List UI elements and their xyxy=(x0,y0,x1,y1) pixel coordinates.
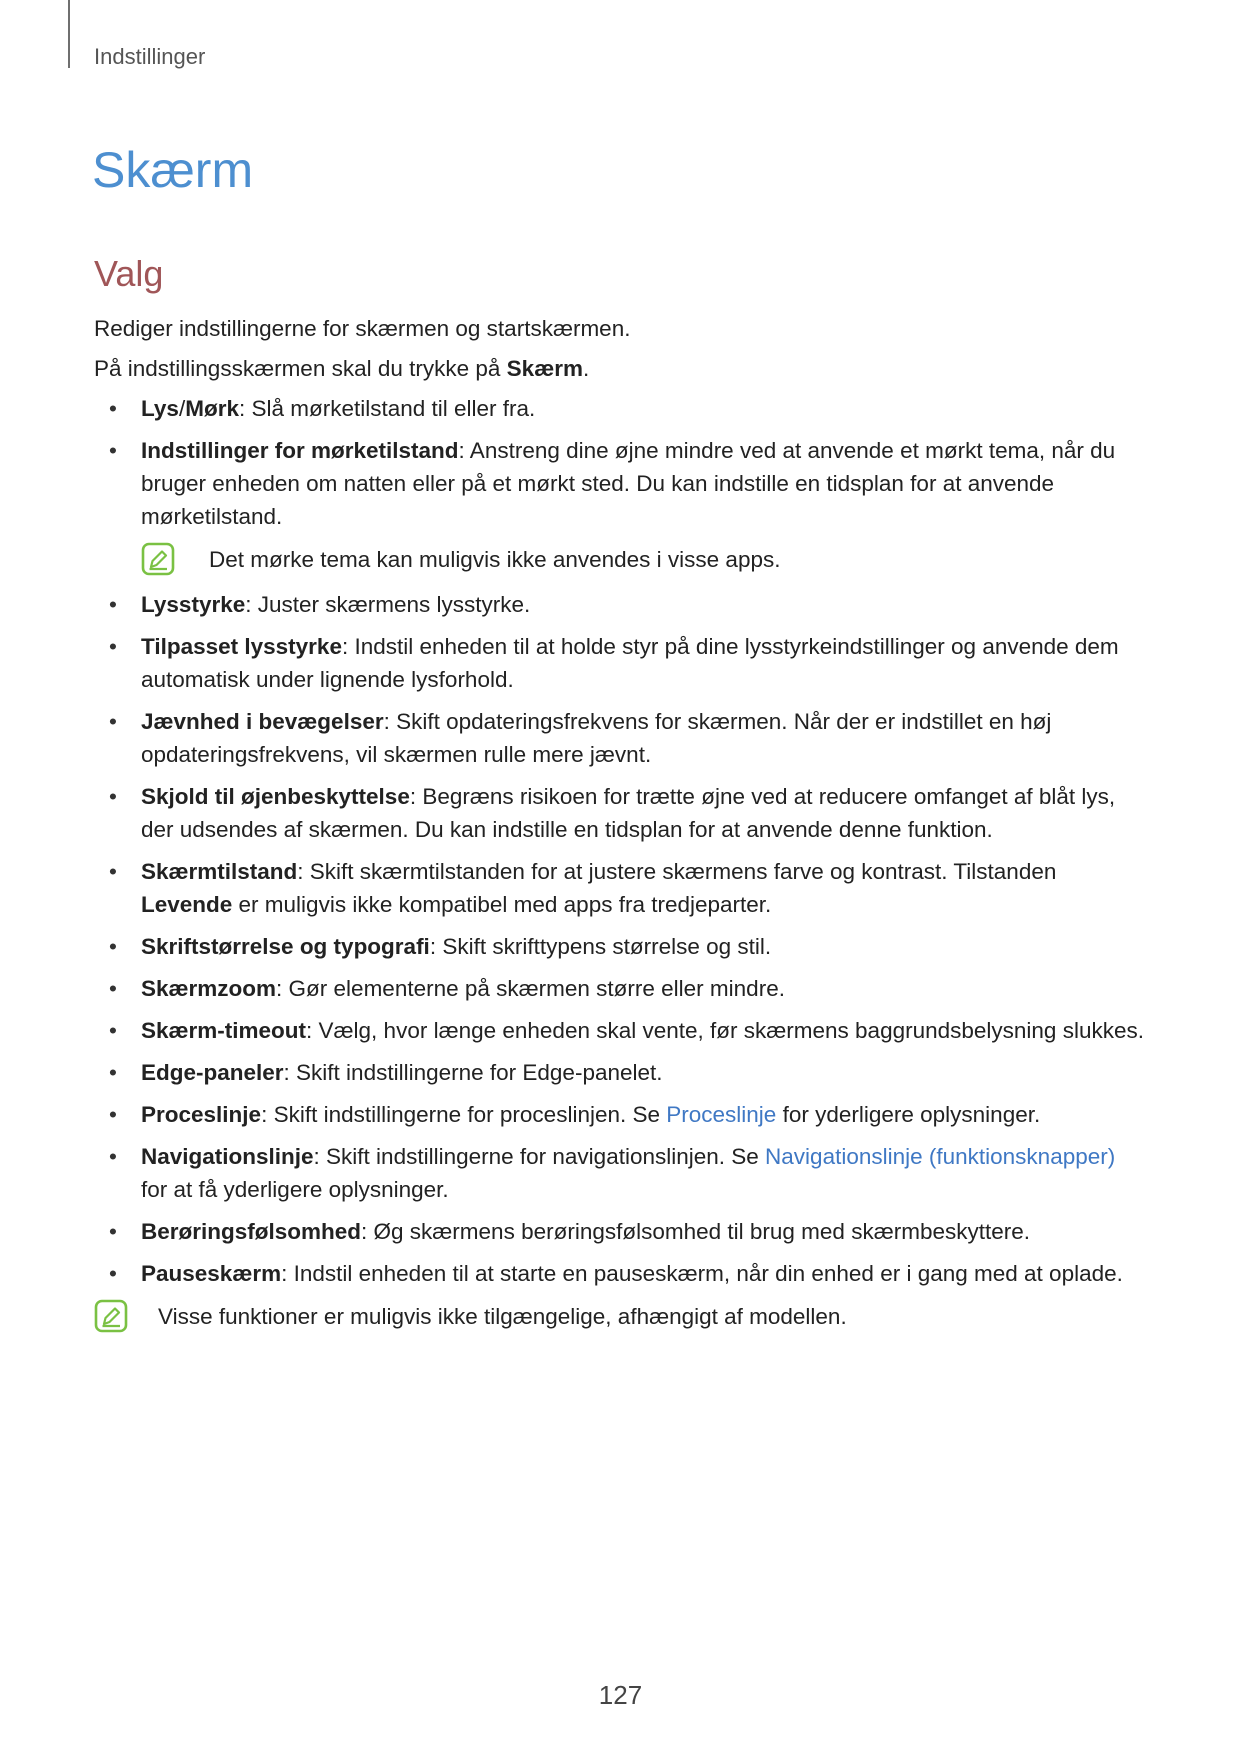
item-label-secondary: Mørk xyxy=(185,396,239,421)
header-edge-line xyxy=(68,0,70,68)
intro-menu-name: Skærm xyxy=(506,356,583,381)
item-description: : Skift indstillingerne for proceslinjen. Se xyxy=(261,1102,667,1127)
item-label: Pauseskærm xyxy=(141,1261,282,1286)
page-number: 127 xyxy=(598,1680,643,1710)
list-item xyxy=(94,1140,1144,1206)
item-description: : Begræns risikoen for trætte øjne ved at reducere omfanget af blåt lys, der udsendes af skærmen. Du kan indstille en tidsplan for at anvende denne funktion. xyxy=(141,784,1116,842)
list-item xyxy=(94,630,1144,696)
item-description-end: for at få yderligere oplysninger. xyxy=(141,1177,449,1202)
section-title: Valg xyxy=(94,253,164,294)
list-item xyxy=(94,705,1144,771)
item-description: : Anstreng dine øjne mindre ved at anvende et mørkt tema, når du bruger enheden om natten eller på et mørkt sted. Du kan indstille en tidsplan for at anvende mørketilstand. xyxy=(141,438,1116,529)
list-item xyxy=(94,1056,1144,1089)
item-label: Navigationslinje xyxy=(141,1144,314,1169)
list-item xyxy=(94,588,1144,621)
item-description: : Skift skrifttypens størrelse og stil. xyxy=(429,934,772,959)
navigationslinje-link[interactable]: Navigationslinje (funktionsknapper) xyxy=(765,1144,1116,1169)
list-item xyxy=(94,930,1144,963)
list-item xyxy=(94,1215,1144,1248)
list-item xyxy=(94,1257,1144,1290)
item-mode-name: Levende xyxy=(141,892,233,917)
page-title: Skærm xyxy=(92,142,254,198)
item-description: : Indstil enheden til at holde styr på dine lysstyrkeindstillinger og anvende dem automatisk under lignende lysforhold. xyxy=(141,634,1119,692)
item-label: Skærm-timeout xyxy=(141,1018,307,1043)
list-item xyxy=(94,392,1144,425)
pencil-note-icon xyxy=(94,1299,128,1333)
item-label: Proceslinje xyxy=(141,1102,262,1127)
item-label: Jævnhed i bevægelser xyxy=(141,709,384,734)
options-list-continued xyxy=(94,588,1144,1290)
item-label: Skærmtilstand xyxy=(141,859,298,884)
item-label: Lysstyrke xyxy=(141,592,246,617)
intro-text: På indstillingsskærmen skal du trykke på xyxy=(94,356,507,381)
item-description: : Gør elementerne på skærmen større eller mindre. xyxy=(276,976,785,1001)
list-item xyxy=(94,1014,1144,1047)
options-list xyxy=(94,392,1144,533)
item-description: : Skift skærmtilstanden for at justere skærmens farve og kontrast. Tilstanden xyxy=(297,859,1057,884)
note-text: Det mørke tema kan muligvis ikke anvendes i visse apps. xyxy=(209,546,781,572)
intro-paragraph: Rediger indstillingerne for skærmen og startskærmen. xyxy=(94,316,631,341)
intro-text-end: . xyxy=(582,356,590,381)
proceslinje-link[interactable]: Proceslinje xyxy=(666,1102,777,1127)
item-description: : Vælg, hvor længe enheden skal vente, før skærmens baggrundsbelysning slukkes. xyxy=(306,1018,1144,1043)
item-label: Tilpasset lysstyrke xyxy=(141,634,342,659)
pencil-note-icon xyxy=(141,542,175,576)
item-label: Skriftstørrelse og typografi xyxy=(141,934,430,959)
item-description: : Slå mørketilstand til eller fra. xyxy=(238,396,536,421)
footer-note-text: Visse funktioner er muligvis ikke tilgængelige, afhængigt af modellen. xyxy=(158,1303,847,1329)
item-description: : Skift opdateringsfrekvens for skærmen. Når der er indstillet en høj opdateringsfrekvens, vil skærmen rulle mere jævnt. xyxy=(141,709,1052,767)
item-description: : Skift indstillingerne for Edge-panelet. xyxy=(283,1060,663,1085)
item-description: : Juster skærmens lysstyrke. xyxy=(245,592,531,617)
item-label: Berøringsfølsomhed xyxy=(141,1219,362,1244)
list-item xyxy=(94,780,1144,846)
list-item xyxy=(94,855,1144,921)
item-label: Skærmzoom xyxy=(141,976,277,1001)
item-label: Skjold til øjenbeskyttelse xyxy=(141,784,410,809)
item-label: Edge-paneler xyxy=(141,1060,284,1085)
list-item xyxy=(94,972,1144,1005)
list-item xyxy=(94,434,1144,533)
item-label: Indstillinger for mørketilstand xyxy=(141,438,459,463)
item-description: : Indstil enheden til at starte en pauseskærm, når din enhed er i gang med at oplade. xyxy=(281,1261,1123,1286)
list-item xyxy=(94,1098,1144,1131)
running-head: Indstillinger xyxy=(94,44,206,69)
item-description: : Skift indstillingerne for navigationslinjen. Se xyxy=(313,1144,766,1169)
item-description-end: for yderligere oplysninger. xyxy=(776,1102,1041,1127)
item-label: Lys xyxy=(141,396,179,421)
note xyxy=(141,542,1144,576)
footer-note xyxy=(94,1299,1144,1333)
item-separator: / xyxy=(178,396,186,421)
intro-instruction xyxy=(94,352,1144,385)
item-description: : Øg skærmens berøringsfølsomhed til brug med skærmbeskyttere. xyxy=(361,1219,1030,1244)
content xyxy=(94,312,1144,1345)
item-description-end: er muligvis ikke kompatibel med apps fra tredjeparter. xyxy=(232,892,772,917)
